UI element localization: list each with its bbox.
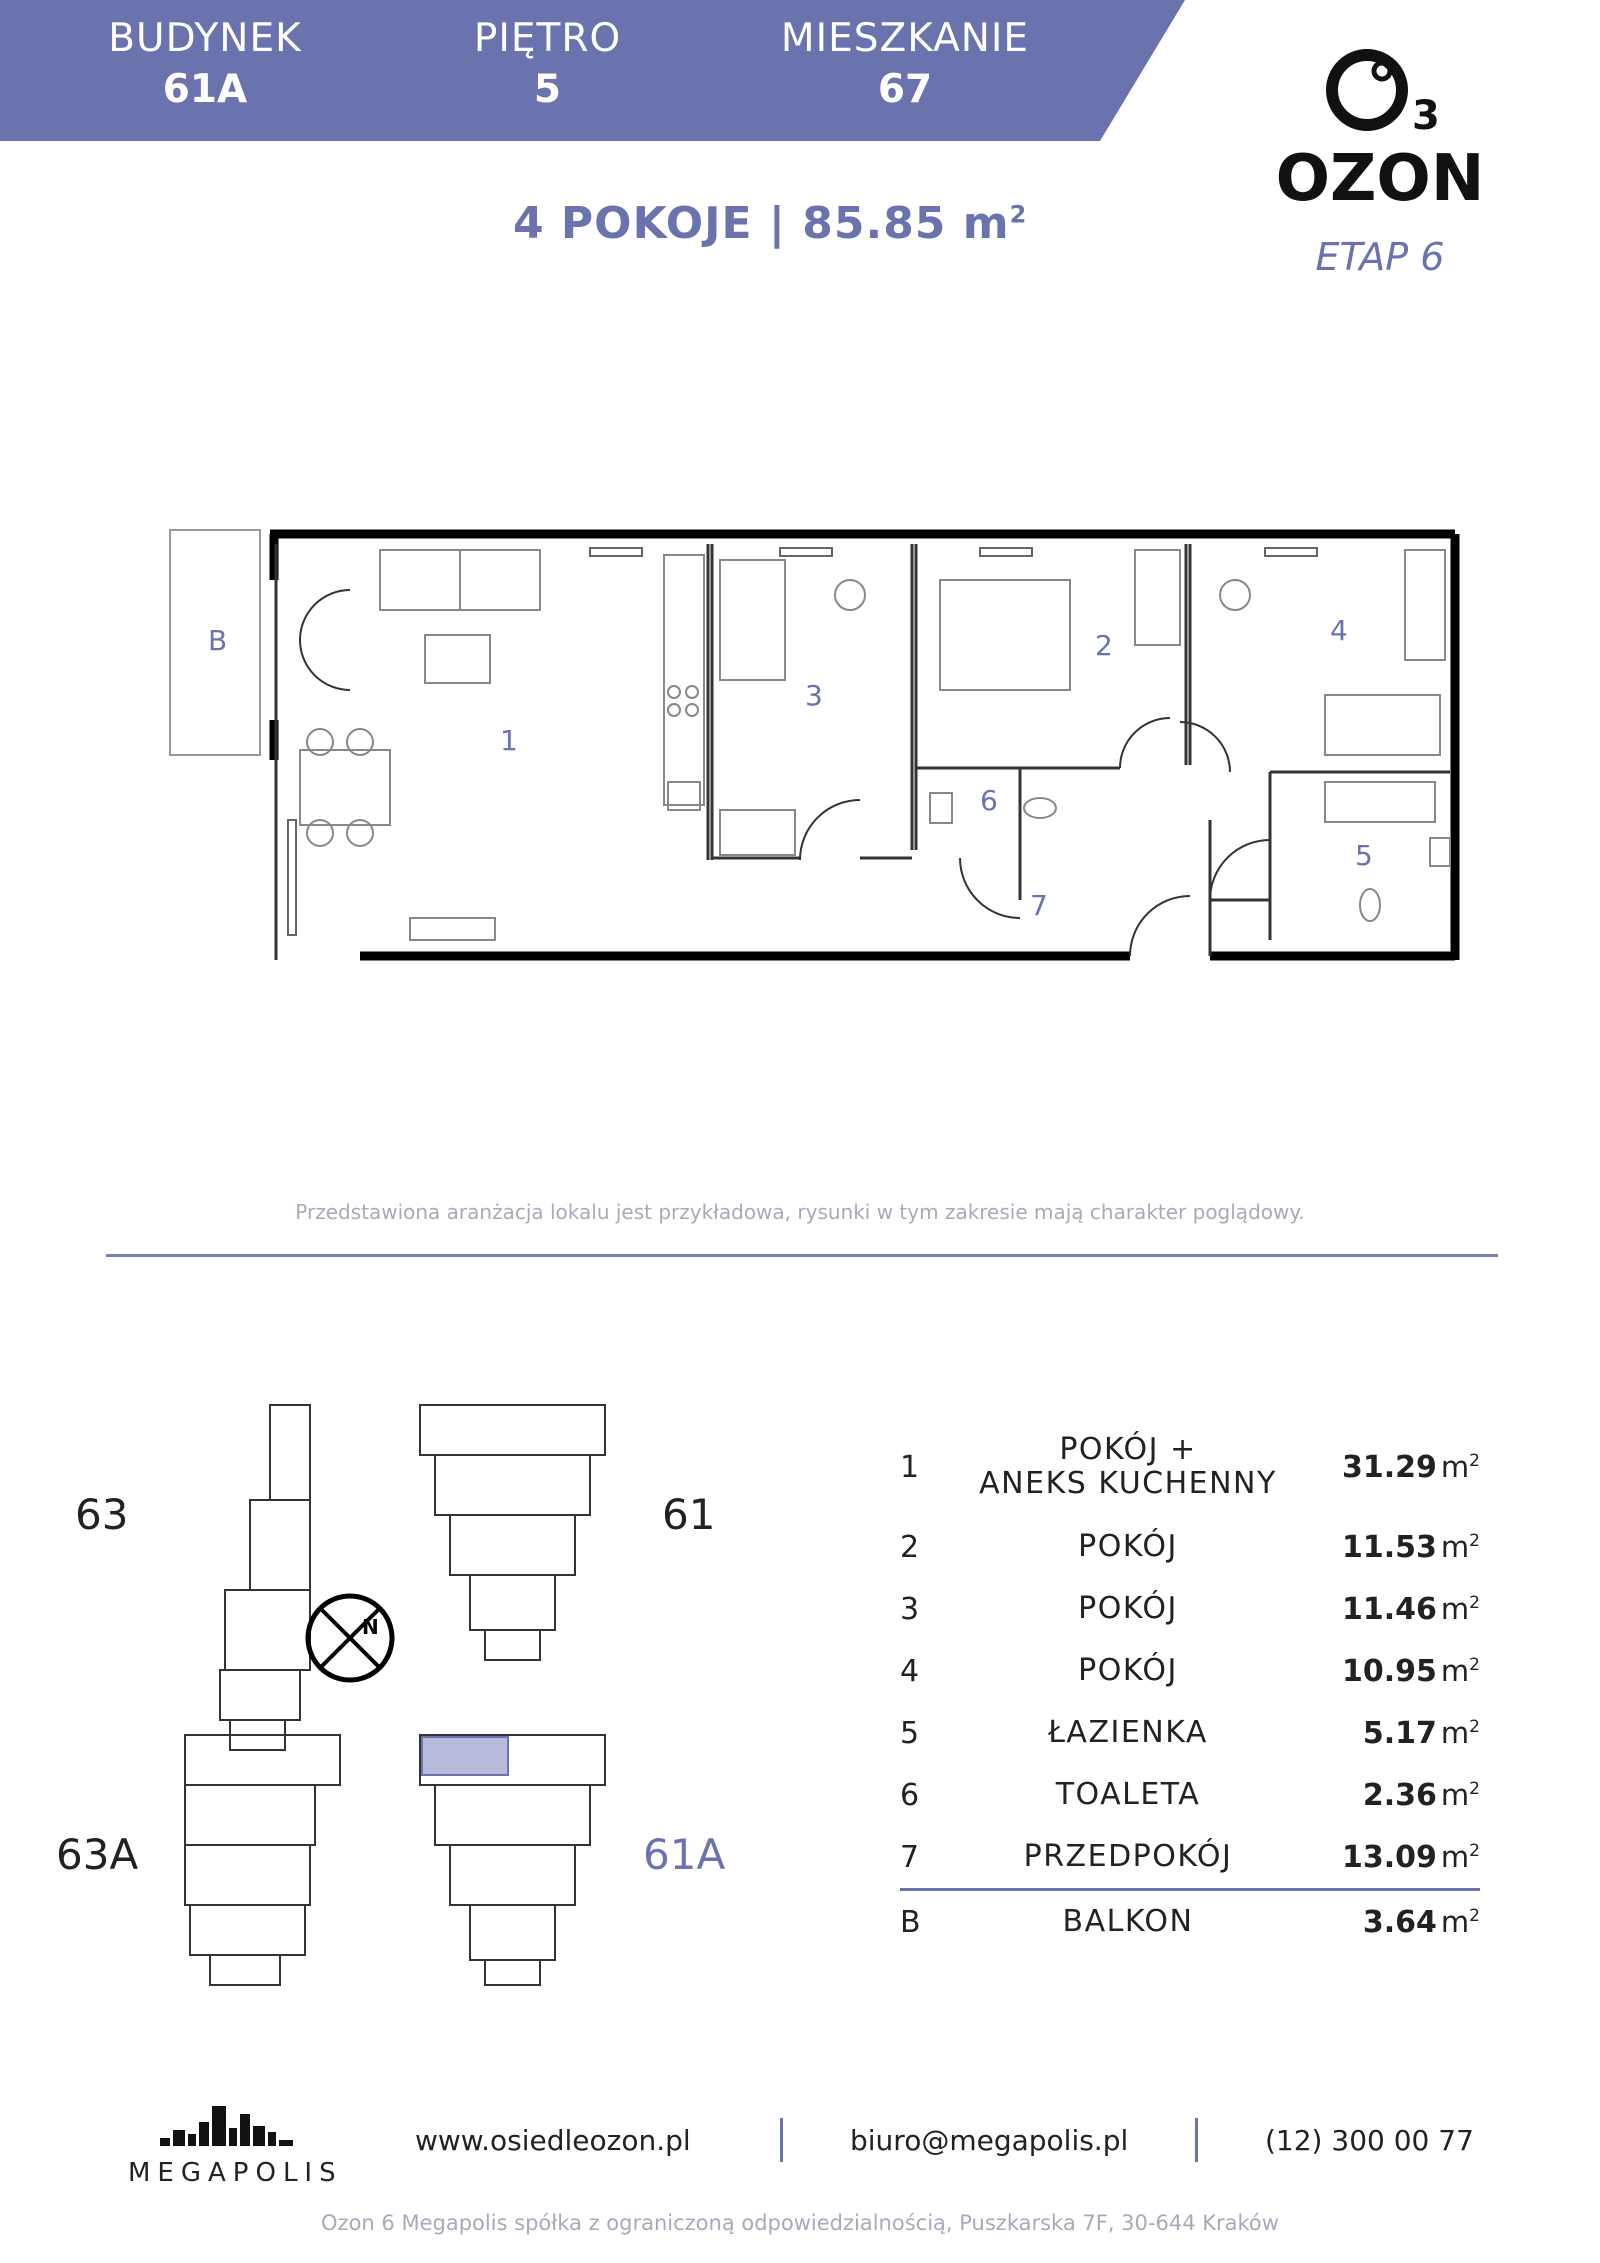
room-area-sup: 2 xyxy=(1469,1778,1480,1799)
room-number: B xyxy=(900,1890,948,1954)
wardrobe-room4 xyxy=(1405,550,1445,660)
logo-brand: OZON xyxy=(1275,142,1485,216)
dining-table xyxy=(300,750,390,825)
room-label-4: 4 xyxy=(1330,614,1348,647)
rooms-table xyxy=(900,1418,1480,1953)
room-number: 6 xyxy=(900,1777,920,1813)
room-label-7: 7 xyxy=(1030,889,1048,922)
room-row xyxy=(900,1764,1480,1826)
room-row xyxy=(900,1578,1480,1640)
megapolis-logo-icon xyxy=(128,2100,328,2150)
logo-subscript: 3 xyxy=(1412,93,1440,139)
room-area: 11.46 xyxy=(1342,1591,1437,1627)
wardrobe-room3 xyxy=(720,810,795,855)
room-area-sup: 2 xyxy=(1469,1654,1480,1675)
floor-label: PIĘTRO xyxy=(473,16,622,61)
footer-separator xyxy=(780,2118,783,2162)
room-area: 3.64 xyxy=(1362,1904,1437,1940)
room-label-5: 5 xyxy=(1355,839,1373,872)
apartment-block xyxy=(740,14,1070,116)
outer-walls xyxy=(270,534,1455,960)
ozon-logo xyxy=(1250,38,1510,298)
room-area-sup: 2 xyxy=(1469,1905,1480,1926)
building-block xyxy=(70,14,340,116)
divider-line xyxy=(106,1254,1498,1257)
compass-north-label: N xyxy=(362,1615,379,1639)
room-area: 11.53 xyxy=(1342,1529,1437,1565)
floor-block xyxy=(430,14,665,116)
room-area-sup: 2 xyxy=(1469,1592,1480,1613)
email-link[interactable]: biuro@megapolis.pl xyxy=(850,2124,1129,2157)
room-area-cell xyxy=(1308,1418,1480,1516)
bed-room2 xyxy=(940,580,1070,690)
room-area-cell xyxy=(1308,1890,1480,1954)
room-label-2: 2 xyxy=(1095,629,1113,662)
windows xyxy=(288,548,1317,935)
room-area: 31.29 xyxy=(1342,1449,1437,1485)
site-map xyxy=(170,1390,620,1990)
building-61-label: 61 xyxy=(662,1490,716,1539)
room-name: TOALETA xyxy=(1055,1777,1201,1812)
room-name: POKÓJ xyxy=(1078,1529,1178,1564)
room-area-cell xyxy=(1308,1826,1480,1890)
floor-value: 5 xyxy=(533,67,562,112)
room-area-cell xyxy=(1308,1516,1480,1578)
phone-link[interactable]: (12) 300 00 77 xyxy=(1265,2124,1474,2157)
room-area-unit: m xyxy=(1440,1715,1470,1750)
building-63-outline xyxy=(220,1405,310,1750)
logo-stage: ETAP 6 xyxy=(1315,235,1445,279)
room-name: POKÓJ xyxy=(1078,1653,1178,1688)
footer-separator xyxy=(1195,2118,1198,2162)
room-area-sup: 2 xyxy=(1469,1840,1480,1861)
room-name: ŁAZIENKA xyxy=(1048,1715,1208,1750)
floor-plan xyxy=(160,520,1460,980)
toilet-room6 xyxy=(1024,798,1056,818)
toilet-room5 xyxy=(1360,889,1380,921)
bed-room3 xyxy=(720,560,785,680)
room-area-sup: 2 xyxy=(1469,1530,1480,1551)
room-label-1: 1 xyxy=(500,724,518,757)
room-name: PRZEDPOKÓJ xyxy=(1023,1839,1233,1874)
building-63a-outline xyxy=(185,1735,340,1985)
room-area-unit: m xyxy=(1440,1449,1470,1484)
room-label-3: 3 xyxy=(805,679,823,712)
room-area-unit: m xyxy=(1440,1839,1470,1874)
interior-walls xyxy=(276,544,1450,960)
room-area: 13.09 xyxy=(1342,1839,1437,1875)
furniture xyxy=(300,550,1450,940)
room-number: 4 xyxy=(900,1653,920,1689)
room-area-cell xyxy=(1308,1640,1480,1702)
website-link[interactable]: www.osiedleozon.pl xyxy=(415,2124,691,2157)
tv-cabinet xyxy=(410,918,495,940)
bed-room4 xyxy=(1325,695,1440,755)
kitchen-counter xyxy=(664,555,704,805)
apartment-value: 67 xyxy=(877,67,933,112)
room-label-b: B xyxy=(208,624,228,657)
wardrobe-room2 xyxy=(1135,550,1180,645)
room-row xyxy=(900,1826,1480,1890)
room-area: 10.95 xyxy=(1342,1653,1437,1689)
room-number: 7 xyxy=(900,1839,920,1875)
highlighted-apartment xyxy=(422,1737,508,1775)
bathtub xyxy=(1325,782,1435,822)
apartment-summary xyxy=(513,198,1027,249)
coffee-table xyxy=(425,635,490,683)
building-label: BUDYNEK xyxy=(108,16,302,61)
disclaimer: Przedstawiona aranżacja lokalu jest przykładowa, rysunki w tym zakresie mają charakter poglądowy. xyxy=(295,1200,1305,1224)
summary-sup: 2 xyxy=(1009,200,1028,229)
room-area-unit: m xyxy=(1440,1529,1470,1564)
building-61a-label: 61A xyxy=(643,1830,726,1879)
room-area-cell xyxy=(1308,1764,1480,1826)
room-area-cell xyxy=(1308,1702,1480,1764)
room-row xyxy=(900,1418,1480,1516)
building-63-label: 63 xyxy=(75,1490,129,1539)
sink-room5 xyxy=(1430,838,1450,866)
room-row xyxy=(900,1516,1480,1578)
room-number: 5 xyxy=(900,1715,920,1751)
apartment-label: MIESZKANIE xyxy=(780,16,1030,61)
megapolis-logo-text: MEGAPOLIS xyxy=(128,2158,343,2188)
room-name: POKÓJ xyxy=(1078,1591,1178,1626)
room-row xyxy=(900,1702,1480,1764)
room-name: POKÓJ + ANEKS KUCHENNY xyxy=(979,1432,1277,1501)
room-area-sup: 2 xyxy=(1469,1450,1480,1471)
room-area-unit: m xyxy=(1440,1777,1470,1812)
room-area-unit: m xyxy=(1440,1653,1470,1688)
building-61-outline xyxy=(420,1405,605,1660)
room-area: 2.36 xyxy=(1362,1777,1437,1813)
summary-text: 4 POKOJE | 85.85 m xyxy=(513,198,1010,249)
company-address: Ozon 6 Megapolis spółka z ograniczoną odpowiedzialnością, Puszkarska 7F, 30-644 Kraków xyxy=(321,2211,1279,2235)
sink-room6 xyxy=(930,793,952,823)
room-number: 1 xyxy=(900,1449,920,1485)
room-label-6: 6 xyxy=(980,784,998,817)
room-name: BALKON xyxy=(948,1890,1308,1954)
building-value: 61A xyxy=(162,67,248,112)
room-row xyxy=(900,1890,1480,1954)
building-63a-label: 63A xyxy=(56,1830,139,1879)
room-area-cell xyxy=(1308,1578,1480,1640)
room-row xyxy=(900,1640,1480,1702)
room-area: 5.17 xyxy=(1362,1715,1437,1751)
room-number: 3 xyxy=(900,1591,920,1627)
room-area-unit: m xyxy=(1440,1591,1470,1626)
room-area-sup: 2 xyxy=(1469,1716,1480,1737)
room-number: 2 xyxy=(900,1529,920,1565)
compass-icon xyxy=(308,1596,392,1680)
room-area-unit: m xyxy=(1440,1904,1470,1939)
